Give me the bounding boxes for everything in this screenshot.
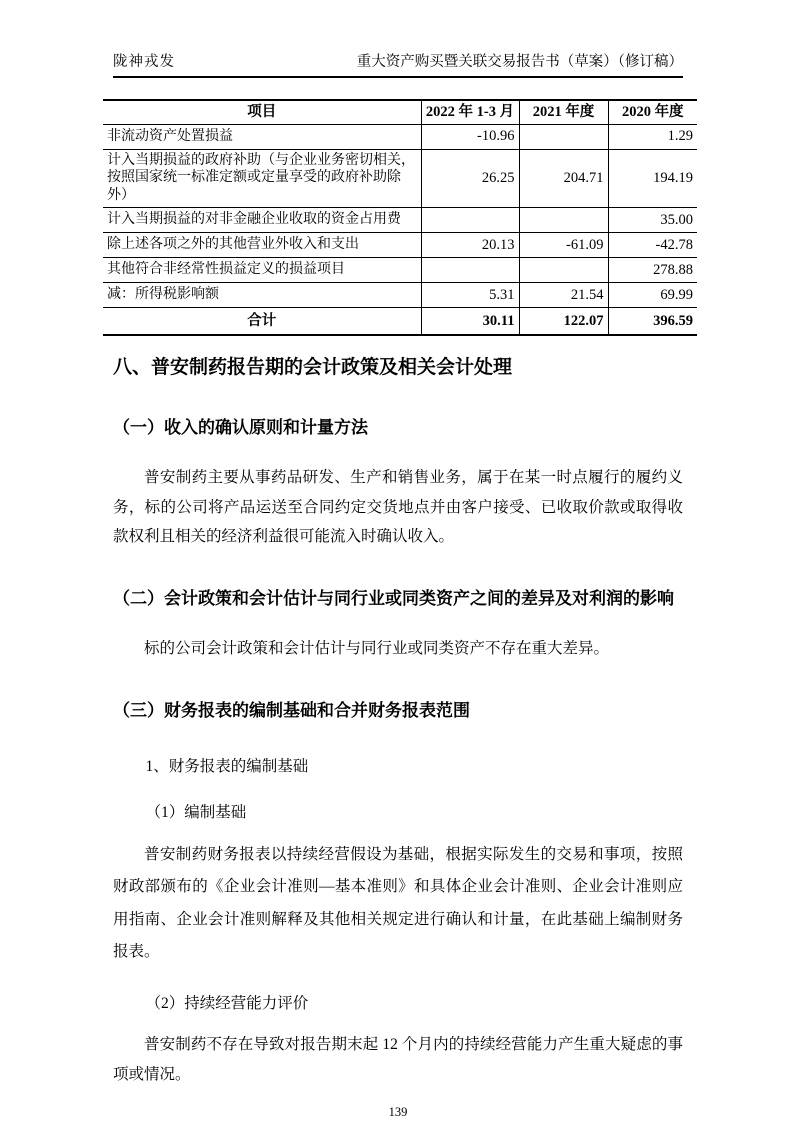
table-header-row xyxy=(103,100,697,124)
item-cell: 非流动资产处置损益 xyxy=(103,124,421,149)
col-header-2020: 2020 年度 xyxy=(608,100,697,124)
col-header-2022: 2022 年 1-3 月 xyxy=(421,100,519,124)
section-1-heading: （一）收入的确认原则和计量方法 xyxy=(113,417,368,437)
value-2021-cell xyxy=(519,208,608,233)
header-left-title: 陇神戎发 xyxy=(113,54,175,70)
header-right-title: 重大资产购买暨关联交易报告书（草案）（修订稿） xyxy=(356,54,683,70)
section-3-heading: （三）财务报表的编制基础和合并财务报表范围 xyxy=(113,700,470,720)
total-2021-cell: 122.07 xyxy=(519,308,608,336)
subsection-1-item-2-label: （2）持续经营能力评价 xyxy=(145,995,309,1013)
total-2022-cell: 30.11 xyxy=(421,308,519,336)
table-total-row xyxy=(103,308,697,336)
col-header-item: 项目 xyxy=(103,100,421,124)
basis-of-preparation-paragraph: 普安制药财务报表以持续经营假设为基础，根据实际发生的交易和事项，按照财政部颁布的《企业会计准则—基本准则》和具体企业会计准则、企业会计准则应用指南、企业会计准则解释及其他相关规定进行确认和计量，在此基础上编制财务报表。 xyxy=(113,846,683,960)
table-row xyxy=(103,233,697,258)
value-2021-cell: 21.54 xyxy=(519,283,608,308)
value-2022-cell xyxy=(421,208,519,233)
value-2022-cell: -10.96 xyxy=(421,124,519,149)
value-2022-cell: 26.25 xyxy=(421,149,519,208)
total-2020-cell: 396.59 xyxy=(608,308,697,336)
table-row xyxy=(103,283,697,308)
running-header xyxy=(113,50,683,78)
section-1-paragraph: 普安制药主要从事药品研发、生产和销售业务，属于在某一时点履行的履约义务，标的公司将产品运送至合同约定交货地点并由客户接受、已收取价款或取得收款权利且相关的经济利益很可能流入时确认收入。 xyxy=(113,468,683,546)
value-2020-cell: 278.88 xyxy=(608,258,697,283)
value-2020-cell: 35.00 xyxy=(608,208,697,233)
item-cell: 除上述各项之外的其他营业外收入和支出 xyxy=(103,233,421,258)
subsection-1-label: 1、财务报表的编制基础 xyxy=(145,757,309,775)
value-2022-cell: 5.31 xyxy=(421,283,519,308)
col-header-2021: 2021 年度 xyxy=(519,100,608,124)
value-2021-cell xyxy=(519,124,608,149)
value-2021-cell: 204.71 xyxy=(519,149,608,208)
item-cell: 计入当期损益的对非金融企业收取的资金占用费 xyxy=(103,208,421,233)
section-2-heading: （二）会计政策和会计估计与同行业或同类资产之间的差异及对利润的影响 xyxy=(113,589,674,609)
value-2021-cell xyxy=(519,258,608,283)
value-2022-cell xyxy=(421,258,519,283)
value-2021-cell: -61.09 xyxy=(519,233,608,258)
value-2020-cell: -42.78 xyxy=(608,233,697,258)
value-2022-cell: 20.13 xyxy=(421,233,519,258)
value-2020-cell: 69.99 xyxy=(608,283,697,308)
table-row xyxy=(103,258,697,283)
table-row xyxy=(103,208,697,233)
section-2-paragraph: 标的公司会计政策和会计估计与同行业或同类资产不存在重大差异。 xyxy=(144,640,610,658)
non-recurring-items-table xyxy=(103,99,697,336)
subsection-1-item-1-label: （1）编制基础 xyxy=(145,804,247,822)
item-cell: 减：所得税影响额 xyxy=(103,283,421,308)
total-label-cell: 合计 xyxy=(103,308,421,336)
chapter-heading: 八、普安制药报告期的会计政策及相关会计处理 xyxy=(113,357,513,379)
item-cell: 计入当期损益的政府补助（与企业业务密切相关，按照国家统一标准定额或定量享受的政府补助除外） xyxy=(103,149,421,208)
table-row xyxy=(103,124,697,149)
page-number: 139 xyxy=(388,1105,408,1120)
table-row xyxy=(103,149,697,208)
item-cell: 其他符合非经常性损益定义的损益项目 xyxy=(103,258,421,283)
going-concern-paragraph: 普安制药不存在导致对报告期末起 12 个月内的持续经营能力产生重大疑虑的事项或情况。 xyxy=(113,1035,683,1083)
value-2020-cell: 1.29 xyxy=(608,124,697,149)
value-2020-cell: 194.19 xyxy=(608,149,697,208)
